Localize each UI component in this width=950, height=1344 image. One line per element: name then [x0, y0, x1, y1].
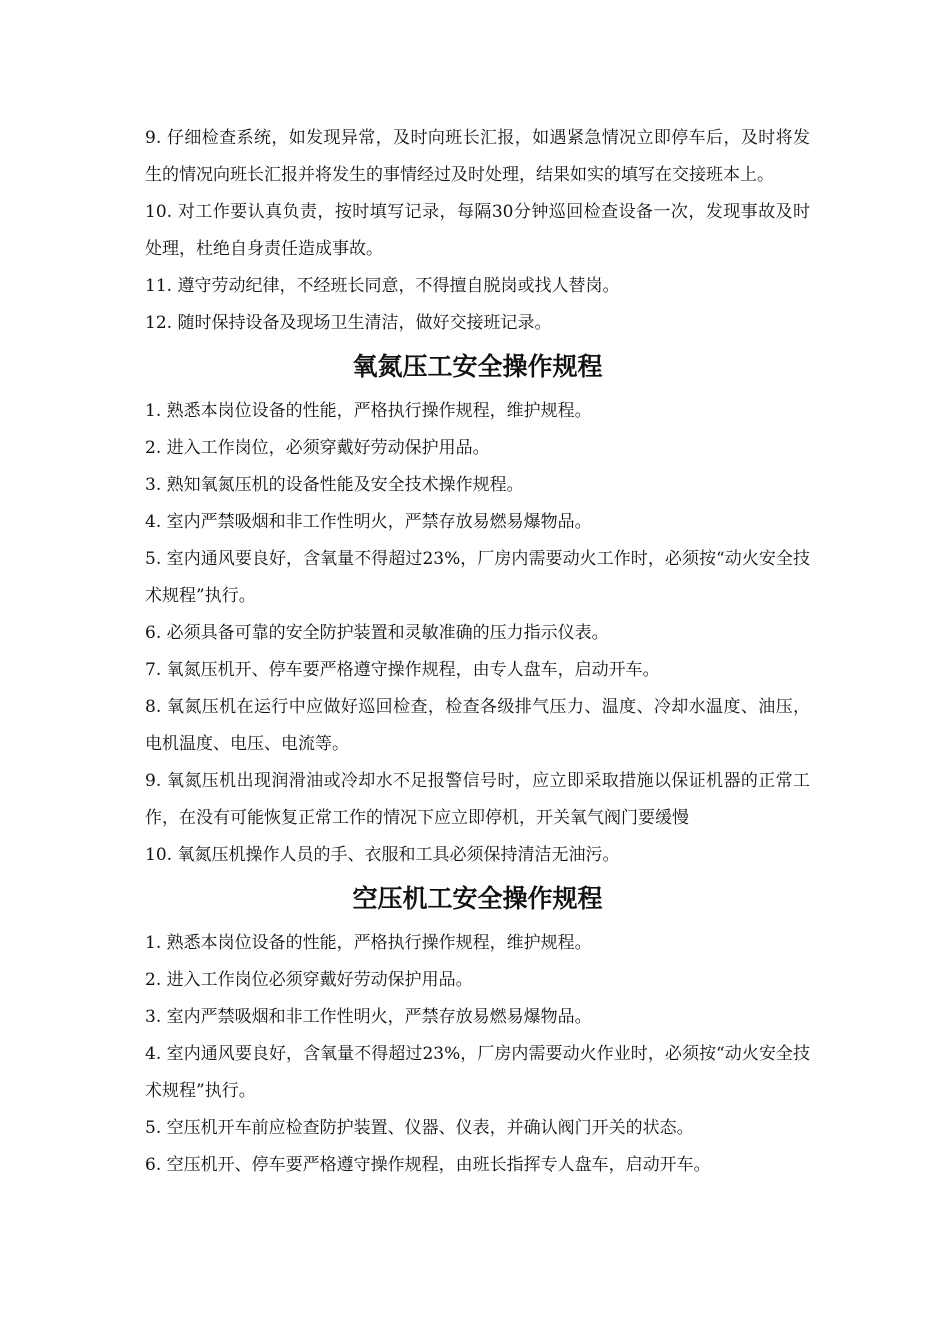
rule-item: 10. 氧氮压机操作人员的手、衣服和工具必须保持清洁无油污。 [145, 845, 620, 865]
rule-item: 11. 遵守劳动纪律，不经班长同意，不得擅自脱岗或找人替岗。 [145, 276, 620, 296]
rule-item: 2. 进入工作岗位，必须穿戴好劳动保护用品。 [145, 438, 490, 458]
intro-section [145, 120, 810, 342]
rule-item: 1. 熟悉本岗位设备的性能，严格执行操作规程，维护规程。 [145, 401, 592, 421]
rule-item: 1. 熟悉本岗位设备的性能，严格执行操作规程，维护规程。 [145, 933, 592, 953]
rule-item: 2. 进入工作岗位必须穿戴好劳动保护用品。 [145, 970, 473, 990]
rule-item: 6. 必须具备可靠的安全防护装置和灵敏准确的压力指示仪表。 [145, 623, 609, 643]
rule-item: 3. 室内严禁吸烟和非工作性明火，严禁存放易燃易爆物品。 [145, 1007, 592, 1027]
rule-item: 7. 氧氮压机开、停车要严格遵守操作规程，由专人盘车，启动开车。 [145, 660, 660, 680]
rule-item: 8. 氧氮压机在运行中应做好巡回检查，检查各级排气压力、温度、冷却水温度、油压，电机温度、电压、电流等。 [145, 697, 810, 754]
rule-item: 3. 熟知氧氮压机的设备性能及安全技术操作规程。 [145, 475, 524, 495]
section-title: 空压机工安全操作规程 [352, 884, 603, 913]
rule-item: 4. 室内通风要良好，含氧量不得超过23%，厂房内需要动火作业时，必须按“动火安全技术规程”执行。 [145, 1044, 810, 1101]
section-title: 氧氮压工安全操作规程 [352, 352, 603, 381]
rule-item: 9. 仔细检查系统，如发现异常，及时向班长汇报，如遇紧急情况立即停车后，及时将发生的情况向班长汇报并将发生的事情经过及时处理，结果如实的填写在交接班本上。 [145, 128, 810, 185]
rule-item: 4. 室内严禁吸烟和非工作性明火，严禁存放易燃易爆物品。 [145, 512, 592, 532]
rule-item: 10. 对工作要认真负责，按时填写记录，每隔30分钟巡回检查设备一次，发现事故及时处理，杜绝自身责任造成事故。 [145, 202, 810, 259]
rule-item: 5. 空压机开车前应检查防护装置、仪器、仪表，并确认阀门开关的状态。 [145, 1118, 694, 1138]
document-body [145, 120, 810, 1184]
rule-item: 6. 空压机开、停车要严格遵守操作规程，由班长指挥专人盘车，启动开车。 [145, 1155, 711, 1175]
section-air-compressor [145, 874, 810, 1184]
rule-item: 5. 室内通风要良好，含氧量不得超过23%，厂房内需要动火工作时，必须按“动火安全技术规程”执行。 [145, 549, 810, 606]
section-oxygen-nitrogen-compressor [145, 342, 810, 874]
rule-item: 12. 随时保持设备及现场卫生清洁，做好交接班记录。 [145, 313, 552, 333]
rule-item: 9. 氧氮压机出现润滑油或冷却水不足报警信号时，应立即采取措施以保证机器的正常工作，在没有可能恢复正常工作的情况下应立即停机，开关氧气阀门要缓慢 [145, 771, 810, 828]
